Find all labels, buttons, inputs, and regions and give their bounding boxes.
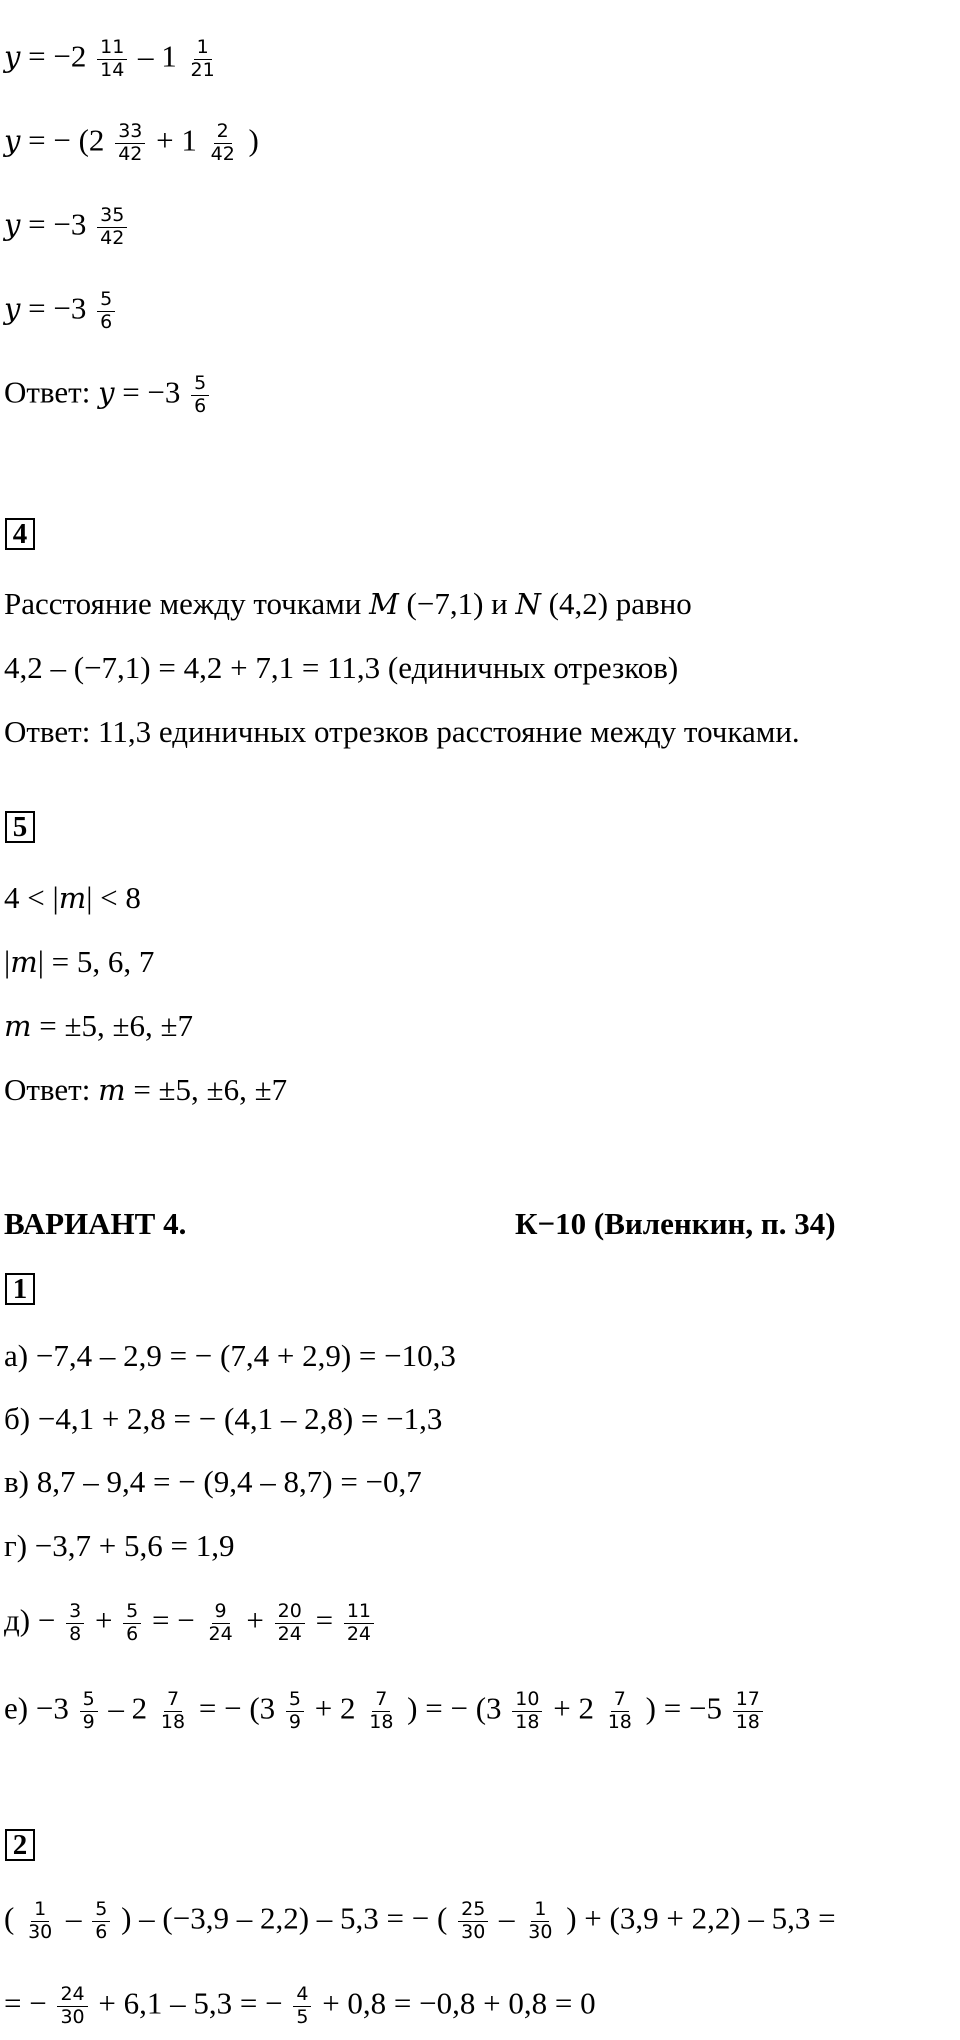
var-y: y: [98, 375, 115, 410]
fraction: $\frac{5}{6}$: [123, 1602, 141, 1645]
text: (−7,1) и: [406, 586, 508, 621]
answer-label: Ответ:: [4, 1072, 91, 1107]
text: +: [246, 1602, 264, 1638]
var-y: y: [4, 123, 21, 158]
task5-line-1: [4, 882, 141, 913]
text: ) + (3,9 + 2,2) – 5,3 =: [566, 1900, 836, 1936]
v4t1-item-d: г) −3,7 + 5,6 = 1,9: [4, 1528, 235, 1563]
v4t1-item-f: [4, 1690, 766, 1733]
text: ) – (−3,9 – 2,2) – 5,3 = − (: [121, 1900, 448, 1936]
text: е) −3: [4, 1690, 69, 1726]
fraction: $\frac{25}{30}$: [458, 1900, 488, 1943]
v4t1-item-c: в) 8,7 – 9,4 = − (9,4 – 8,7) = −0,7: [4, 1464, 422, 1499]
expr-text: + 1: [156, 122, 197, 158]
task-number-box: 2: [5, 1829, 35, 1861]
fraction: $\frac{1}{21}$: [190, 36, 215, 81]
v4t1-item-a: а) −7,4 – 2,9 = − (7,4 + 2,9) = −10,3: [4, 1338, 456, 1373]
task-number-box: 1: [5, 1273, 35, 1305]
fraction: $\frac{20}{24}$: [275, 1602, 305, 1645]
fraction: $\frac{3}{8}$: [66, 1602, 84, 1645]
var-y: y: [4, 291, 21, 326]
task4-line-1: [4, 588, 692, 619]
text: + 6,1 – 5,3 = −: [98, 1985, 283, 2021]
fraction: $\frac{5}{9}$: [286, 1690, 304, 1733]
fraction: $\frac{10}{18}$: [512, 1690, 542, 1733]
text: ) = − (3: [407, 1690, 502, 1726]
text: = ±5, ±6, ±7: [133, 1072, 288, 1107]
text: Расстояние между точками: [4, 586, 362, 621]
text: ) = −5: [645, 1690, 722, 1726]
equation-line-2: [4, 122, 259, 165]
answer-line: [4, 374, 212, 417]
variant-source: К−10 (Виленкин, п. 34): [515, 1206, 836, 1241]
task-number-box: 4: [5, 518, 35, 550]
task-number-box: 5: [5, 811, 35, 843]
text: =: [315, 1602, 334, 1638]
fraction: $\frac{1}{30}$: [28, 1898, 53, 1943]
var-M: M: [369, 587, 399, 621]
var-N: N: [515, 587, 541, 621]
answer-label: Ответ:: [4, 374, 91, 410]
v4t1-item-e: [4, 1602, 377, 1645]
text: = ±5, ±6, ±7: [39, 1008, 194, 1043]
v4t2-line-1: [4, 1900, 836, 1943]
text: + 2: [553, 1690, 594, 1726]
fraction: $\frac{4}{5}$: [293, 1985, 311, 2028]
expr-text: = −3: [122, 374, 181, 410]
var-y: y: [4, 207, 21, 242]
var-m: m: [10, 945, 38, 979]
text: д) −: [4, 1602, 56, 1638]
fraction: $\frac{5}{6}$: [97, 290, 115, 333]
text: +: [94, 1602, 113, 1638]
text: + 2: [314, 1690, 356, 1726]
expr-text: = −3: [28, 290, 87, 326]
fraction: $\frac{7}{18}$: [607, 1688, 632, 1733]
task5-line-3: [4, 1010, 193, 1041]
equation-line-3: [4, 206, 130, 249]
task4-line-2: 4,2 – (−7,1) = 4,2 + 7,1 = 11,3 (единичных отрезков): [4, 650, 679, 685]
fraction: $\frac{5}{6}$: [191, 374, 209, 417]
text: –: [499, 1900, 515, 1936]
expr-text: = −3: [28, 206, 87, 242]
fraction: $\frac{7}{18}$: [160, 1688, 186, 1733]
text: = − (3: [198, 1690, 276, 1726]
text: | = 5, 6, 7: [37, 944, 155, 979]
text: (4,2) равно: [548, 586, 692, 621]
fraction: $\frac{17}{18}$: [733, 1690, 763, 1733]
task4-answer: Ответ: 11,3 единичных отрезков расстояние между точками.: [4, 714, 800, 749]
variant-title: ВАРИАНТ 4.: [4, 1206, 187, 1241]
fraction: $\frac{24}{30}$: [57, 1985, 87, 2028]
fraction: $\frac{5}{9}$: [80, 1690, 98, 1733]
task5-line-2: [4, 946, 154, 977]
expr-text: ): [248, 122, 259, 158]
text: + 0,8 = −0,8 + 0,8 = 0: [322, 1985, 596, 2021]
equation-line-1: [4, 38, 221, 81]
fraction: $\frac{2}{42}$: [210, 120, 235, 165]
expr-text: = −2: [28, 38, 87, 74]
text: – 2: [108, 1690, 148, 1726]
task5-answer: [4, 1074, 287, 1105]
var-m: m: [58, 881, 87, 915]
equation-line-4: [4, 290, 118, 333]
text: = −: [4, 1985, 47, 2021]
fraction: $\frac{33}{42}$: [115, 122, 145, 165]
expr-text: = − (2: [28, 122, 105, 158]
fraction: $\frac{11}{24}$: [344, 1602, 374, 1645]
text: = −: [152, 1602, 195, 1638]
fraction: $\frac{11}{14}$: [97, 38, 127, 81]
fraction: $\frac{1}{30}$: [528, 1898, 553, 1943]
var-m: m: [98, 1073, 126, 1107]
expr-text: – 1: [138, 38, 177, 74]
text: 4 < |: [4, 880, 59, 915]
var-y: y: [4, 39, 21, 74]
v4t2-line-2: [4, 1985, 596, 2028]
fraction: $\frac{5}{6}$: [92, 1900, 110, 1943]
text: |: [4, 944, 11, 979]
v4t1-item-b: б) −4,1 + 2,8 = − (4,1 – 2,8) = −1,3: [4, 1401, 443, 1436]
text: | < 8: [86, 880, 141, 915]
fraction: $\frac{7}{18}$: [369, 1688, 394, 1733]
fraction: $\frac{35}{42}$: [97, 206, 127, 249]
var-m: m: [4, 1009, 32, 1043]
text: (: [4, 1900, 15, 1936]
text: –: [66, 1900, 82, 1936]
fraction: $\frac{9}{24}$: [208, 1600, 233, 1645]
